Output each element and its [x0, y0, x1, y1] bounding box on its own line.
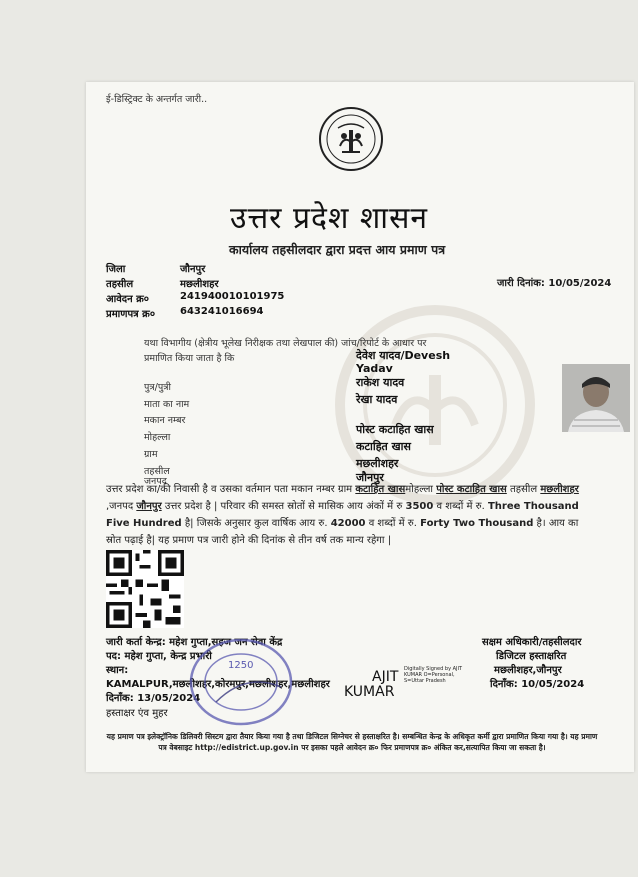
- officer-title: सक्षम अधिकारी/तहसीलदार: [482, 637, 582, 648]
- center-stamp: [186, 632, 296, 732]
- info-value-tehsil: मछलीशहर: [180, 279, 219, 290]
- verification-notice: यह प्रमाण पत्र इलेक्ट्रॉनिक डिलिवरी सिस्टम द्वारा तैयार किया गया है तथा डिजिटल सिग्नेचर से हस्ताक्षरित है। सम्बन्धित केन्द्र के अधिकृत कर्मी द्वारा प्रमाणित किया गया है। यह प्रमाण पत्र वेबसाइट http://edistrict.up.gov.in पर इसका पहले आवेदन क्र० फिर प्रमाणपत्र क्र० अंकित कर,सत्यापित किया जा सकता है।: [106, 732, 598, 752]
- up-emblem-icon: [318, 106, 384, 172]
- field-value-mother: रेखा यादव: [356, 393, 398, 406]
- field-value-tehsil: मछलीशहर: [356, 457, 399, 470]
- applicant-name: देवेश यादव/Devesh: [356, 349, 451, 362]
- digital-signer-name-1: AJIT: [372, 669, 399, 685]
- officer-date: दिनाँक: 10/05/2024: [490, 679, 585, 690]
- field-value-parent: राकेश यादव: [356, 376, 405, 389]
- field-label-locality: मोहल्ला: [144, 432, 171, 443]
- applicant-photo: [562, 364, 630, 432]
- field-value-district: जौनपुर: [356, 471, 384, 484]
- issuer-place-label: स्थान:: [106, 665, 129, 676]
- issuer-post: पद: महेश गुप्ता, केन्द्र प्रभारी: [106, 651, 212, 662]
- intro-line-1: यथा विभागीय (क्षेत्रीय भूलेख निरीक्षक तथा लेखपाल की) जांच/रिपोर्ट के आधार पर: [144, 338, 427, 349]
- field-label-village: ग्राम: [144, 449, 158, 460]
- digital-signature-details: Digitally Signed by AJIT KUMAR O=Personal, S=Uttar Pradesh: [404, 666, 463, 684]
- info-label-certificate-no: प्रमाणपत्र क्र०: [106, 309, 156, 320]
- field-value-locality: पोस्ट कटाहित खास: [356, 423, 434, 436]
- issuer-sign-label: हस्ताक्षर एंव मुहर: [106, 708, 168, 719]
- officer-sig-note: डिजिटल हस्ताक्षरित: [496, 651, 567, 662]
- field-label-tehsil: तहसील: [144, 466, 170, 477]
- page-subtitle: कार्यालय तहसीलदार द्वारा प्रदत्त आय प्रमाण पत्र: [229, 242, 446, 257]
- issue-date: जारी दिनांक: 10/05/2024: [497, 278, 612, 289]
- page-title: उत्तर प्रदेश शासन: [230, 201, 429, 236]
- field-label-district: जनपद: [144, 476, 167, 487]
- certificate-paragraph: उत्तर प्रदेश का/की निवासी है व उसका वर्तमान पता मकान नम्बर ग्राम कटाहित खासमोहल्ला पोस्ट कटाहित खास तहसील मछलीशहर ,जनपद जौनपुर उत्तर प्रदेश है | परिवार की समस्त स्रोतों से मासिक आय अंकों में रु 3500 व शब्दों में रु. Three Thousand Five Hundred है| जिसके अनुसार कुल वार्षिक आय रु. 42000 व शब्दों में रु. Forty Two Thousand है। आय का स्रोत पढ़ाई है| यह प्रमाण पत्र जारी होने की दिनांक से तीन वर्ष तक मान्य रहेगा |: [106, 484, 579, 546]
- issuer-date: दिनाँक: 13/05/2024: [106, 693, 201, 704]
- info-value-certificate-no: 643241016694: [180, 306, 264, 317]
- field-label-parent: पुत्र/पुत्री: [144, 382, 171, 393]
- field-value-village: कटाहित खास: [356, 440, 411, 453]
- intro-line-2: प्रमाणित किया जाता है कि: [144, 353, 235, 364]
- field-label-house-no: मकान नम्बर: [144, 415, 186, 426]
- issuer-center: जारी कर्ता केन्द्र: महेश गुप्ता,सहज जन सेवा केंद्र: [106, 637, 283, 648]
- info-label-application-no: आवेदन क्र०: [106, 294, 150, 305]
- info-label-tehsil: तहसील: [106, 279, 134, 290]
- info-label-district: जिला: [106, 264, 126, 275]
- stamp-number: 1250: [228, 660, 254, 671]
- applicant-name-cont: Yadav: [356, 362, 393, 375]
- officer-place: मछलीशहर,जौनपुर: [494, 665, 562, 676]
- digital-signer-name-2: KUMAR: [344, 684, 395, 700]
- issuer-place: KAMALPUR,मछलीशहर,कोरमपुर,मछलीशहर,मछलीशहर: [106, 679, 330, 690]
- field-label-mother: माता का नाम: [144, 399, 190, 410]
- qr-code-icon: [106, 550, 184, 628]
- edistrict-header: ई-डिस्ट्रिक्ट के अन्तर्गत जारी..: [106, 94, 208, 105]
- info-value-district: जौनपुर: [180, 264, 206, 275]
- info-value-application-no: 241940010101975: [180, 291, 285, 302]
